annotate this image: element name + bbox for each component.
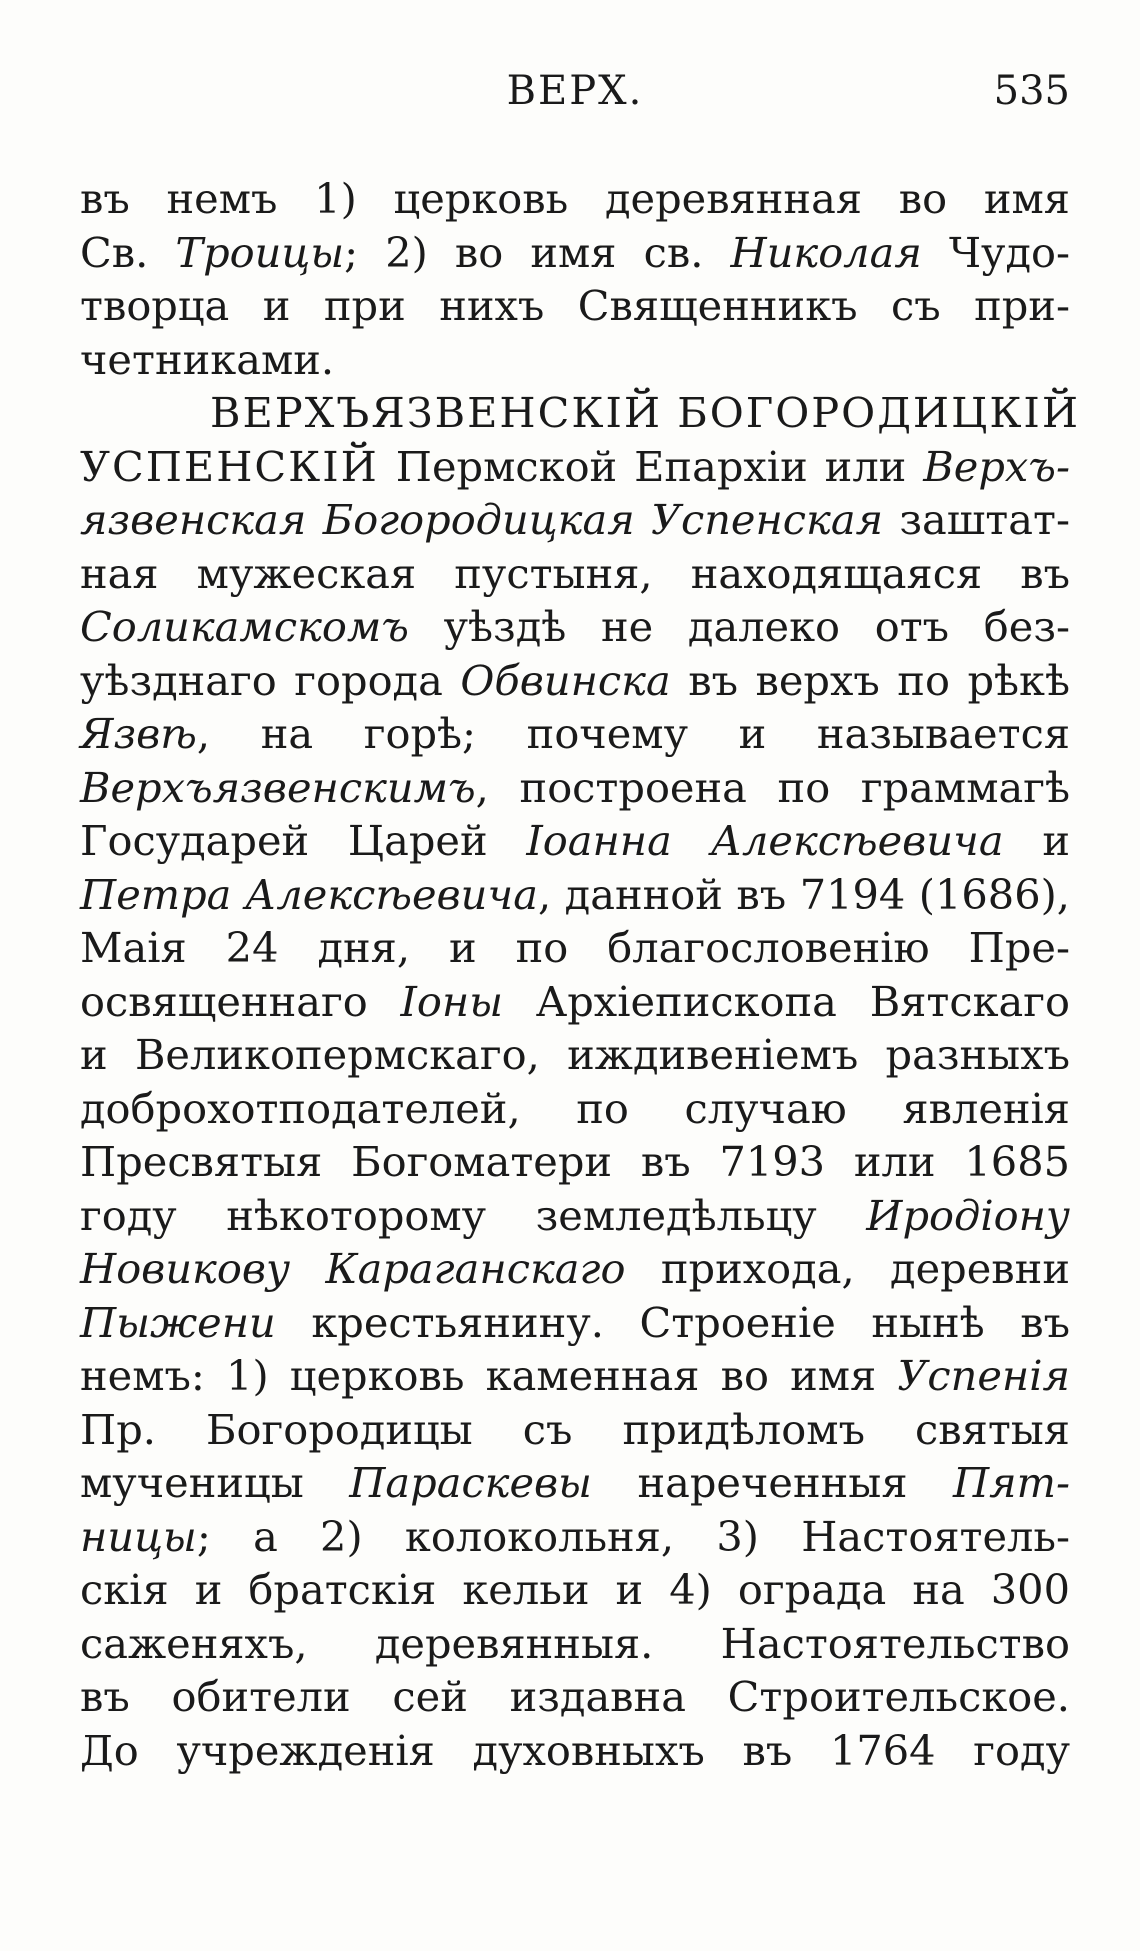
article-text — [80, 172, 1081, 1777]
text-line — [80, 333, 1070, 387]
text-line — [80, 279, 1070, 333]
text-segment: Государей Царей — [80, 816, 527, 865]
text-line — [80, 654, 1070, 708]
text-segment: Св. — [80, 227, 176, 277]
text-segment: мученицы — [80, 1458, 350, 1507]
page-number: 535 — [993, 68, 1070, 114]
text-line — [80, 226, 1070, 280]
italic-text: Язвѣ — [80, 709, 197, 758]
italic-text: Верхъ- — [923, 441, 1070, 491]
running-title: ВЕРХ. — [506, 68, 644, 114]
text-line — [80, 172, 1070, 226]
text-line — [80, 814, 1070, 868]
italic-text: Новикову Караганскаго — [80, 1244, 626, 1293]
text-line — [80, 761, 1070, 815]
book-page — [80, 60, 1081, 1777]
text-line — [80, 1456, 1070, 1510]
text-segment: году нѣкоторому земледѣльцу — [80, 1190, 867, 1240]
text-segment: и — [1003, 816, 1070, 865]
text-line — [80, 547, 1070, 601]
text-segment: саженяхъ, деревянныя. Настоятельство — [80, 1618, 1070, 1668]
text-line — [80, 386, 1081, 440]
text-segment: Маія 24 дня, и по благословенію Пре- — [80, 923, 1070, 972]
text-line — [80, 1563, 1070, 1617]
italic-text: Пыжени — [80, 1297, 276, 1347]
text-segment: Пресвятыя Богоматери въ 7193 или 1685 — [80, 1137, 1070, 1186]
italic-text: Іоанна Алексѣевича — [526, 816, 1004, 865]
text-segment: До учрежденія духовныхъ въ 1764 году — [80, 1725, 1070, 1775]
italic-text: Пят- — [952, 1458, 1070, 1507]
text-line — [80, 493, 1070, 547]
italic-text: Николая — [730, 227, 922, 277]
text-line — [80, 1670, 1070, 1724]
text-segment: ВЕРХЪЯЗВЕНСКІЙ БОГОРОДИЦКІЙ — [210, 388, 1081, 437]
italic-text: Верхъязвенскимъ — [80, 762, 476, 812]
text-segment: Чудо- — [921, 227, 1070, 277]
text-line — [80, 1028, 1070, 1082]
text-segment: и Великопермскаго, иждивеніемъ разныхъ — [80, 1030, 1070, 1079]
italic-text: Соликамскомъ — [80, 602, 409, 651]
text-segment: скія и братскія кельи и 4) ограда на 300 — [80, 1565, 1070, 1614]
text-line — [80, 1135, 1070, 1189]
text-segment: нареченныя — [591, 1458, 953, 1507]
text-segment: , построена по граммагѣ — [475, 762, 1070, 812]
text-segment: прихода, деревни — [625, 1244, 1070, 1293]
text-line — [80, 1617, 1070, 1671]
running-head — [80, 60, 1070, 130]
text-segment: въ немъ 1) церковь деревянная во имя — [80, 174, 1070, 223]
italic-text: язвенская Богородицкая Успенская — [80, 495, 884, 544]
text-segment: ; 2) во имя св. — [344, 227, 731, 277]
text-segment: уѣздѣ не далеко отъ без- — [408, 602, 1070, 651]
text-segment: заштат- — [883, 495, 1070, 544]
text-segment: Пермской Епархіи или — [378, 441, 924, 491]
text-line — [80, 921, 1070, 975]
text-segment: уѣзднаго города — [80, 655, 461, 705]
text-line — [80, 1403, 1070, 1457]
text-segment: доброхотподателей, по случаю явленія — [80, 1083, 1070, 1133]
text-line — [80, 1349, 1070, 1403]
text-segment: въ верхъ по рѣкѣ — [670, 655, 1071, 705]
text-segment: четниками. — [80, 334, 335, 384]
italic-text: ницы — [80, 1511, 197, 1561]
text-line — [80, 1082, 1070, 1136]
text-segment: немъ: 1) церковь каменная во имя — [80, 1351, 898, 1400]
text-line — [80, 600, 1070, 654]
text-line — [80, 1510, 1070, 1564]
text-line — [80, 1242, 1070, 1296]
italic-text: Успенія — [897, 1351, 1070, 1400]
text-segment: ная мужеская пустыня, находящаяся въ — [80, 548, 1070, 598]
text-line — [80, 1189, 1070, 1243]
text-segment: Архіепископа Вятскаго — [503, 976, 1070, 1026]
text-segment: ; а 2) колокольня, 3) Настоятель- — [196, 1511, 1070, 1561]
italic-text: Обвинска — [460, 655, 671, 705]
italic-text: Іоны — [400, 976, 504, 1026]
text-segment: творца и при нихъ Священникъ съ при- — [80, 281, 1070, 330]
text-line — [80, 975, 1070, 1029]
text-segment: УСПЕНСКІЙ — [80, 441, 379, 491]
text-line — [80, 707, 1070, 761]
text-segment: освященнаго — [80, 976, 401, 1026]
text-line — [80, 1724, 1070, 1778]
italic-text: Иродіону — [866, 1190, 1070, 1240]
italic-text: Троицы — [175, 227, 345, 277]
italic-text: Параскевы — [349, 1458, 592, 1507]
text-segment: , на горѣ; почему и называется — [196, 709, 1070, 758]
text-segment: въ обители сей издавна Строительское. — [80, 1672, 1070, 1721]
text-line — [80, 1296, 1070, 1350]
italic-text: Петра Алексѣевича — [80, 869, 538, 919]
text-segment: крестьянину. Строеніе нынѣ въ — [275, 1297, 1070, 1347]
text-line — [80, 868, 1070, 922]
text-line — [80, 440, 1070, 494]
text-segment: Пр. Богородицы съ придѣломъ святыя — [80, 1404, 1070, 1454]
text-segment: , данной въ 7194 (1686), — [537, 869, 1070, 919]
